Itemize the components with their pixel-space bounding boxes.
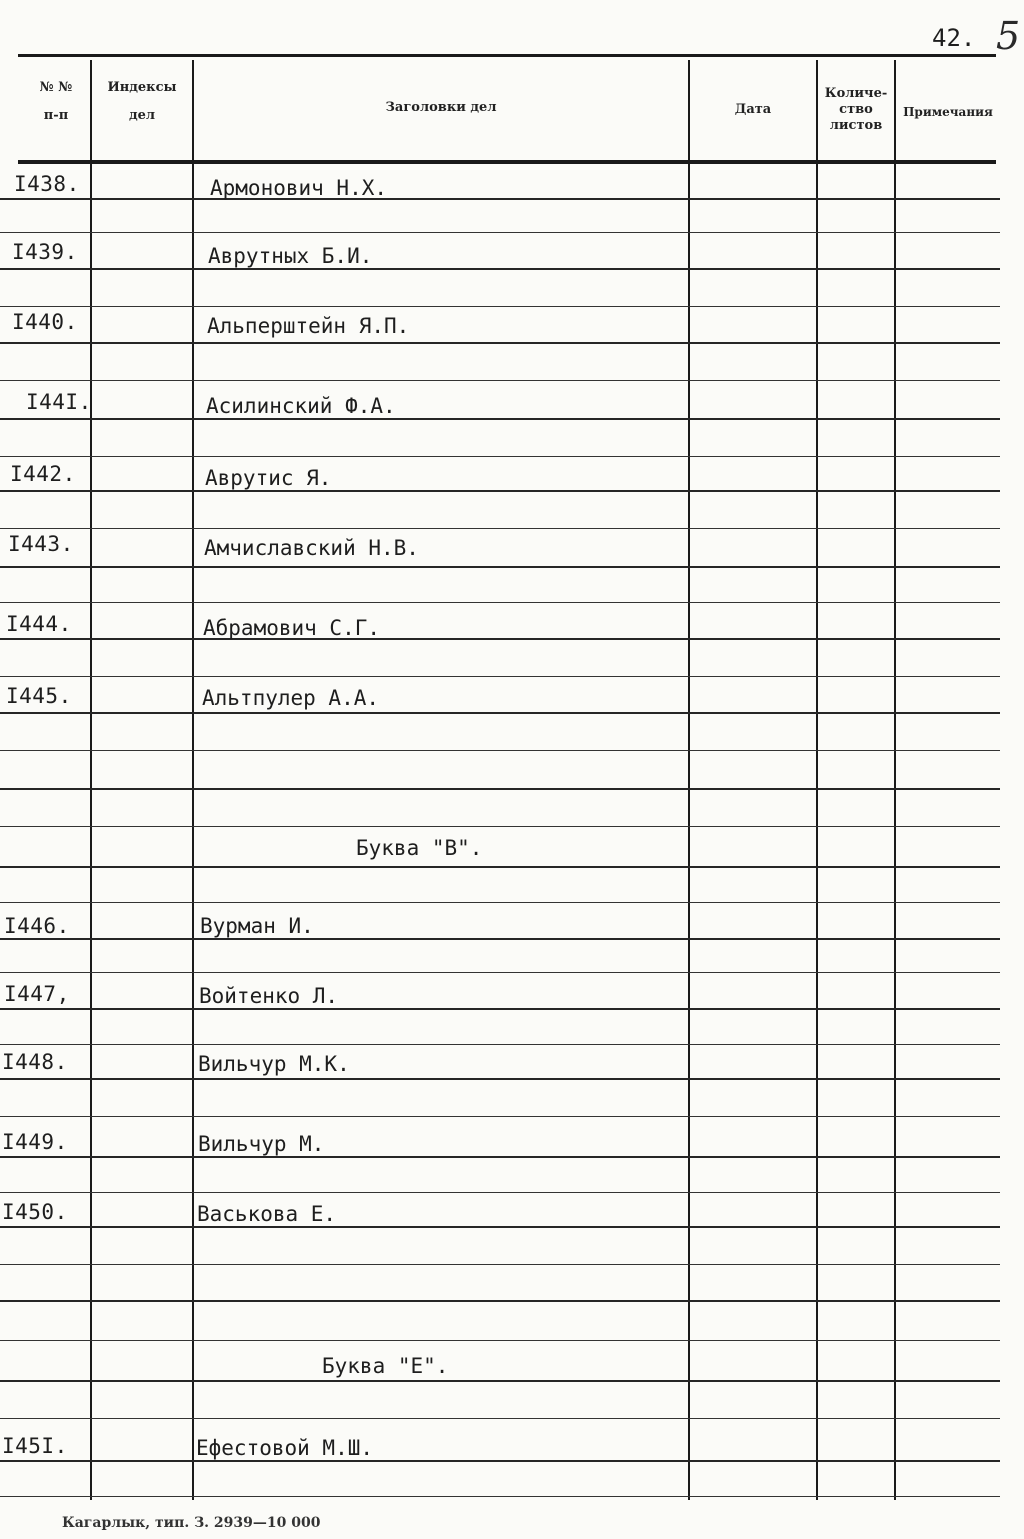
row-number: I450. [2,1200,68,1224]
row-number: I445. [6,684,72,708]
column-divider [688,60,690,1500]
row-number: I443. [8,532,74,556]
row-title: Ефестовой М.Ш. [196,1436,374,1460]
row-title: Абрамович С.Г. [203,616,381,640]
row-title: Асилинский Ф.А. [206,394,396,418]
row-title: Аврутис Я. [205,466,332,490]
header-notes: Примечания [903,105,993,119]
row-title: Альтпулер А.А. [202,686,380,710]
column-divider [816,60,818,1500]
row-number: I446. [4,914,70,938]
row-number: I442. [10,462,76,486]
column-divider [90,60,92,1500]
row-title: Вильчур М. [198,1132,325,1156]
table-header-rule [18,160,996,164]
header-sheets: Количе- ство листов [824,86,888,133]
header-index: Индексы дел [107,80,177,123]
row-number: I45I. [2,1434,68,1458]
row-number: I444. [6,612,72,636]
row-title: Альперштейн Я.П. [207,314,410,338]
row-number: I44I. [26,390,92,414]
row-title: Войтенко Л. [199,984,339,1008]
table-top-rule [18,54,996,57]
row-number: I448. [2,1050,68,1074]
header-title: Заголовки дел [385,100,497,115]
column-divider [192,60,194,1500]
page-mark: 5 [996,14,1021,58]
header-date: Дата [734,102,772,117]
page-number: 42. [932,24,976,52]
section-heading: Буква "В". [356,836,483,860]
row-number: I449. [2,1130,68,1154]
row-number: I447, [4,982,70,1006]
printer-imprint: Кагарлык, тип. З. 2939—10 000 [62,1515,321,1531]
header-number: № № п-п [39,80,73,123]
row-title: Вильчур М.К. [198,1052,350,1076]
row-title: Васькова Е. [197,1202,337,1226]
column-divider [894,60,896,1500]
row-title: Армонович Н.Х. [210,176,388,200]
row-number: I439. [12,240,78,264]
row-title: Вурман И. [200,914,314,938]
row-number: I440. [12,310,78,334]
row-number: I438. [14,172,80,196]
row-title: Амчиславский Н.В. [204,536,419,560]
row-title: Аврутных Б.И. [208,244,373,268]
section-heading: Буква "Е". [322,1354,449,1378]
